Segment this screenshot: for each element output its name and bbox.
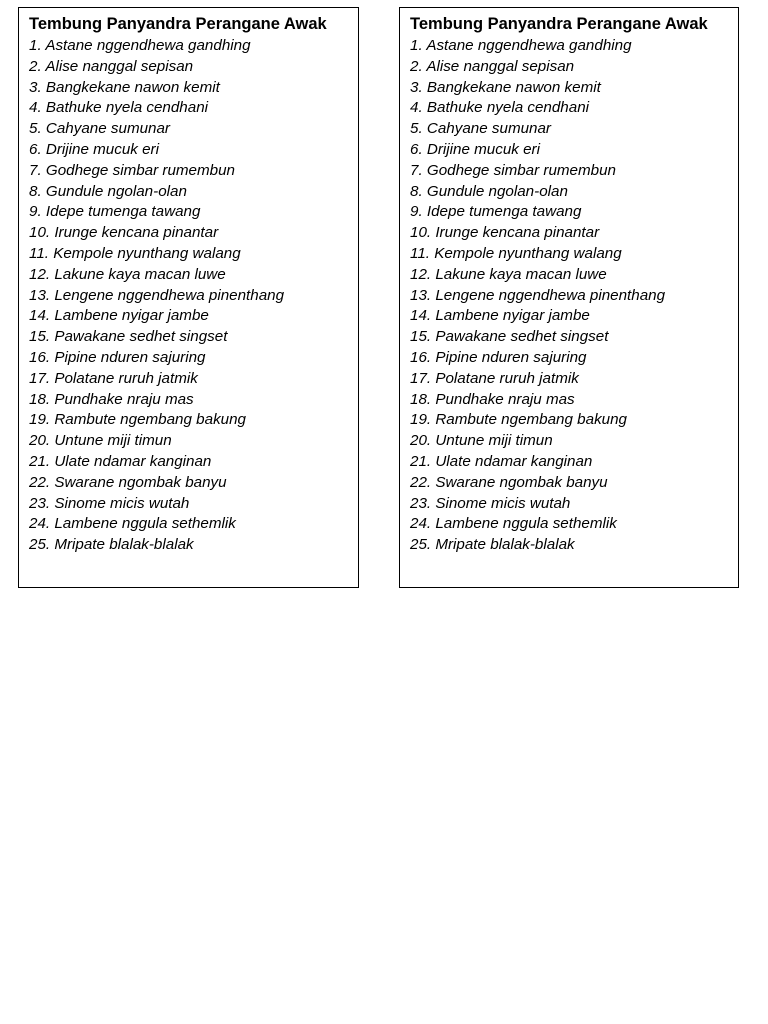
list-item: 5. Cahyane sumunar [410,120,551,138]
list-item: 11. Kempole nyunthang walang [410,244,622,262]
list-item: 10. Irunge kencana pinantar [410,224,600,242]
list-item: 9. Idepe tumenga tawang [29,203,201,221]
word-list [410,36,734,556]
list-item: 7. Godhege simbar rumembun [410,161,616,179]
card-title: Tembung Panyandra Perangane Awak [29,15,327,33]
list-item: 4. Bathuke nyela cendhani [29,99,209,117]
list-item: 22. Swarane ngombak banyu [29,473,227,491]
list-item: 25. Mripate blalak-blalak [29,536,194,554]
list-item: 16. Pipine nduren sajuring [29,348,206,366]
list-item: 18. Pundhake nraju mas [29,390,194,408]
list-item: 19. Rambute ngembang bakung [29,411,247,429]
list-item: 21. Ulate ndamar kanginan [410,452,593,470]
list-item: 21. Ulate ndamar kanginan [29,452,212,470]
list-item: 4. Bathuke nyela cendhani [410,99,590,117]
list-item: 2. Alise nanggal sepisan [29,57,194,75]
list-item: 3. Bangkekane nawon kemit [29,78,220,96]
list-item: 24. Lambene nggula sethemlik [410,515,617,533]
list-item: 20. Untune miji timun [410,432,553,450]
list-item: 7. Godhege simbar rumembun [29,161,235,179]
list-item: 14. Lambene nyigar jambe [410,307,590,325]
list-item: 15. Pawakane sedhet singset [410,328,609,346]
list-item: 25. Mripate blalak-blalak [410,536,575,554]
list-item: 14. Lambene nyigar jambe [29,307,209,325]
list-item: 10. Irunge kencana pinantar [29,224,219,242]
list-item: 24. Lambene nggula sethemlik [29,515,236,533]
list-item: 9. Idepe tumenga tawang [410,203,582,221]
list-item: 16. Pipine nduren sajuring [410,348,587,366]
list-item: 6. Drijine mucuk eri [410,140,540,158]
card-title: Tembung Panyandra Perangane Awak [410,15,708,33]
list-item: 13. Lengene nggendhewa pinenthang [29,286,285,304]
list-item: 19. Rambute ngembang bakung [410,411,628,429]
list-item: 17. Polatane ruruh jatmik [410,369,579,387]
list-item: 23. Sinome micis wutah [410,494,571,512]
list-item: 8. Gundule ngolan-olan [29,182,187,200]
word-list [29,36,354,556]
list-item: 13. Lengene nggendhewa pinenthang [410,286,666,304]
list-item: 18. Pundhake nraju mas [410,390,575,408]
list-item: 1. Astane nggendhewa gandhing [410,37,632,54]
list-item: 6. Drijine mucuk eri [29,140,159,158]
word-list-card-left [18,7,359,588]
list-item: 20. Untune miji timun [29,432,172,450]
list-item: 22. Swarane ngombak banyu [410,473,608,491]
list-item: 11. Kempole nyunthang walang [29,244,241,262]
word-list-card-right [399,7,739,588]
list-item: 12. Lakune kaya macan luwe [29,265,226,283]
list-item: 2. Alise nanggal sepisan [410,57,575,75]
list-item: 3. Bangkekane nawon kemit [410,78,601,96]
list-item: 23. Sinome micis wutah [29,494,190,512]
list-item: 17. Polatane ruruh jatmik [29,369,198,387]
list-item: 1. Astane nggendhewa gandhing [29,37,251,54]
list-item: 15. Pawakane sedhet singset [29,328,228,346]
list-item: 5. Cahyane sumunar [29,120,170,138]
list-item: 8. Gundule ngolan-olan [410,182,568,200]
list-item: 12. Lakune kaya macan luwe [410,265,607,283]
